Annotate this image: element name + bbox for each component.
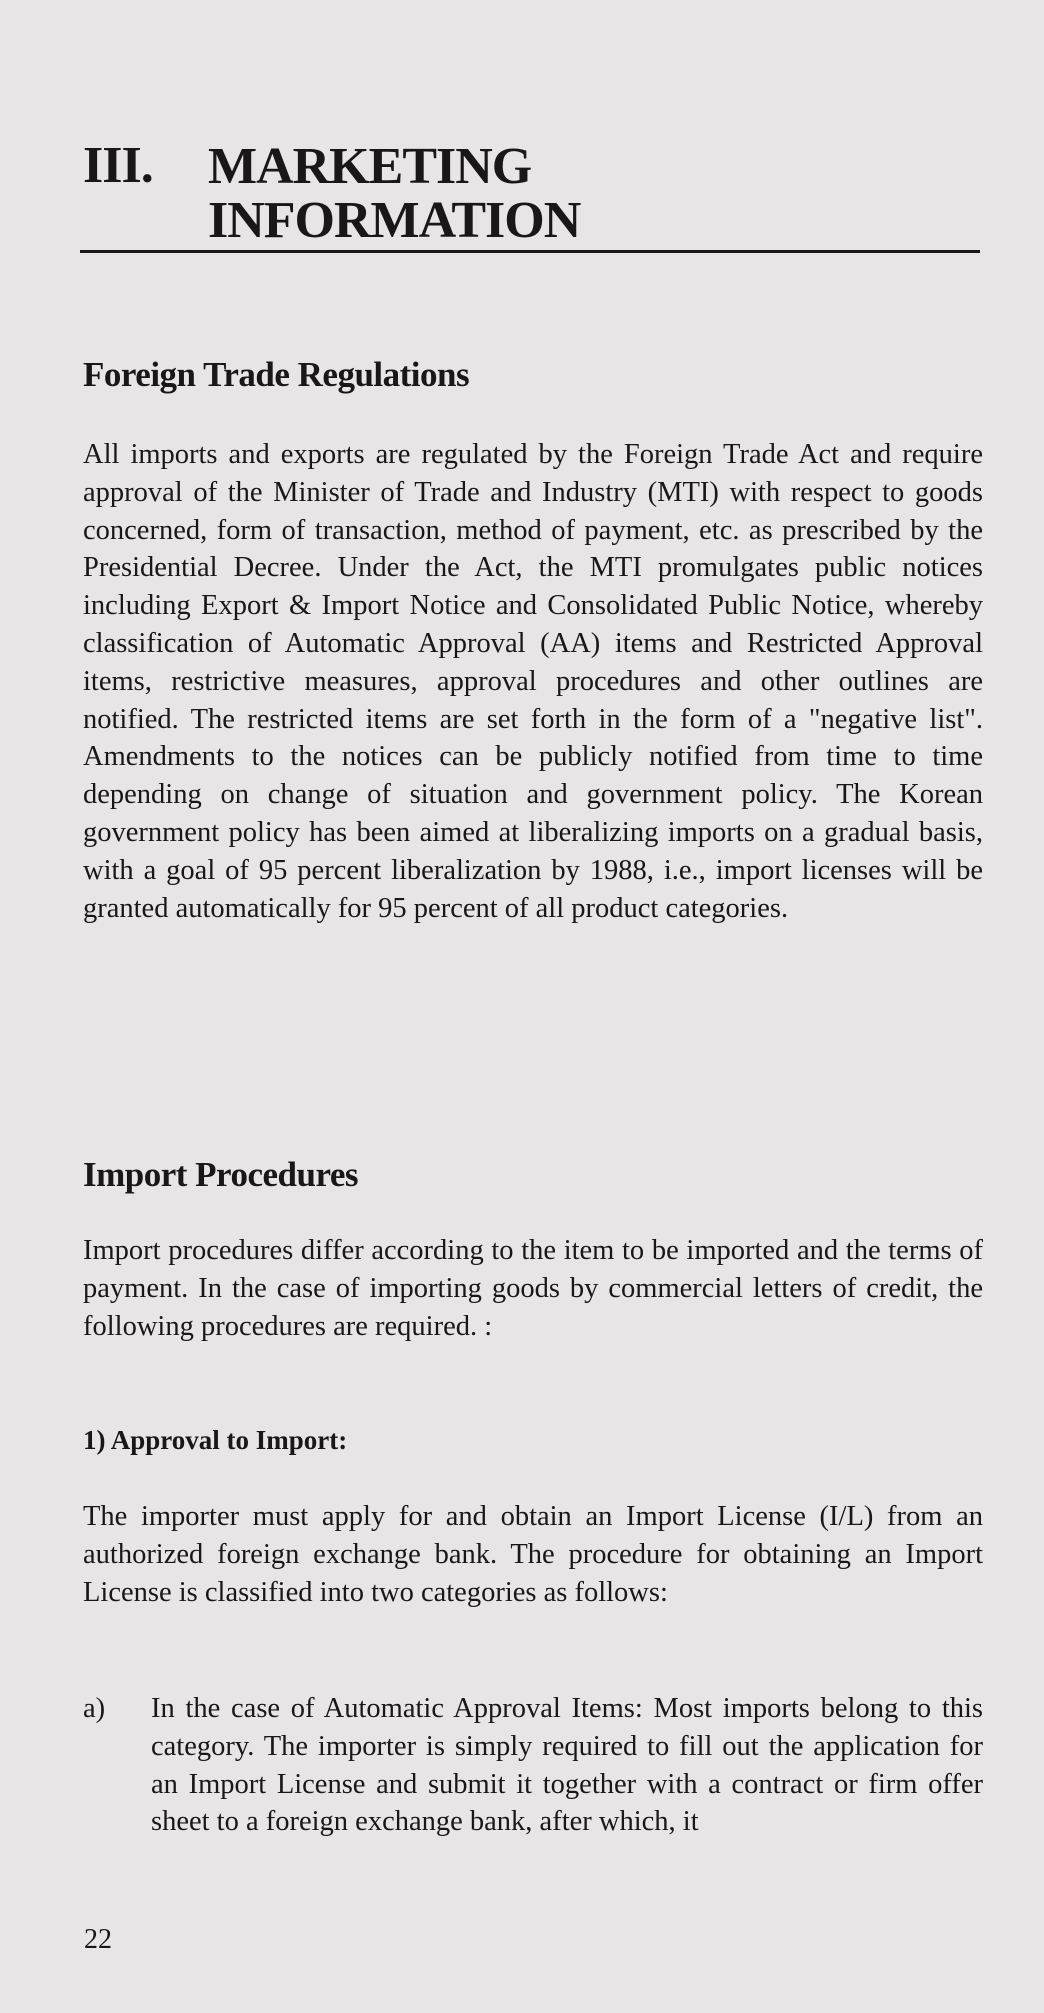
chapter-title-line2: INFORMATION bbox=[208, 192, 581, 249]
list-item-marker: a) bbox=[83, 1693, 106, 1724]
chapter-number: III. bbox=[83, 137, 153, 194]
page-number: 22 bbox=[84, 1924, 112, 1955]
chapter-title bbox=[208, 140, 580, 248]
approval-to-import-paragraph: The importer must apply for and obtain an Import License (I/L) from an authorized foreign exchange bank. The procedure for obtaining an Import License is classified into two categories as follows: bbox=[83, 1501, 983, 1608]
chapter-title-line1: MARKETING bbox=[208, 138, 532, 195]
subheading-approval-to-import: 1) Approval to Import: bbox=[83, 1425, 348, 1455]
section-heading-import-procedures: Import Procedures bbox=[83, 1155, 359, 1194]
chapter-title-rule bbox=[80, 250, 980, 253]
section-heading-foreign-trade-regulations: Foreign Trade Regulations bbox=[83, 355, 470, 394]
foreign-trade-regulations-paragraph: All imports and exports are regulated by the Foreign Trade Act and require approval of the Minister of Trade and Industry (MTI) with respect to goods concerned, form of transaction, method of payment, etc. as prescribed by the Presidential Decree. Under the Act, the MTI promulgates public notices including Export & Import Notice and Consolidated Public Notice, whereby classification of Automatic Approval (AA) items and Restricted Approval items, restrictive measures, approval procedures and other outlines are notified. The restricted items are set forth in the form of a "negative list". Amendments to the notices can be publicly notified from time to time depending on change of situation and government policy. The Korean government policy has been aimed at liberalizing imports on a gradual basis, with a goal of 95 percent liberalization by 1988, i.e., import licenses will be granted automatically for 95 percent of all product categories. bbox=[83, 439, 983, 924]
import-procedures-paragraph: Import procedures differ according to the item to be imported and the terms of payment. In the case of importing goods by commercial letters of credit, the following procedures are required. : bbox=[83, 1235, 983, 1342]
list-item-text: In the case of Automatic Approval Items: Most imports belong to this category. The importer is simply required to fill out the application for an Import License and submit it together with a contract or firm offer sheet to a foreign exchange bank, after which, it bbox=[151, 1693, 983, 1838]
